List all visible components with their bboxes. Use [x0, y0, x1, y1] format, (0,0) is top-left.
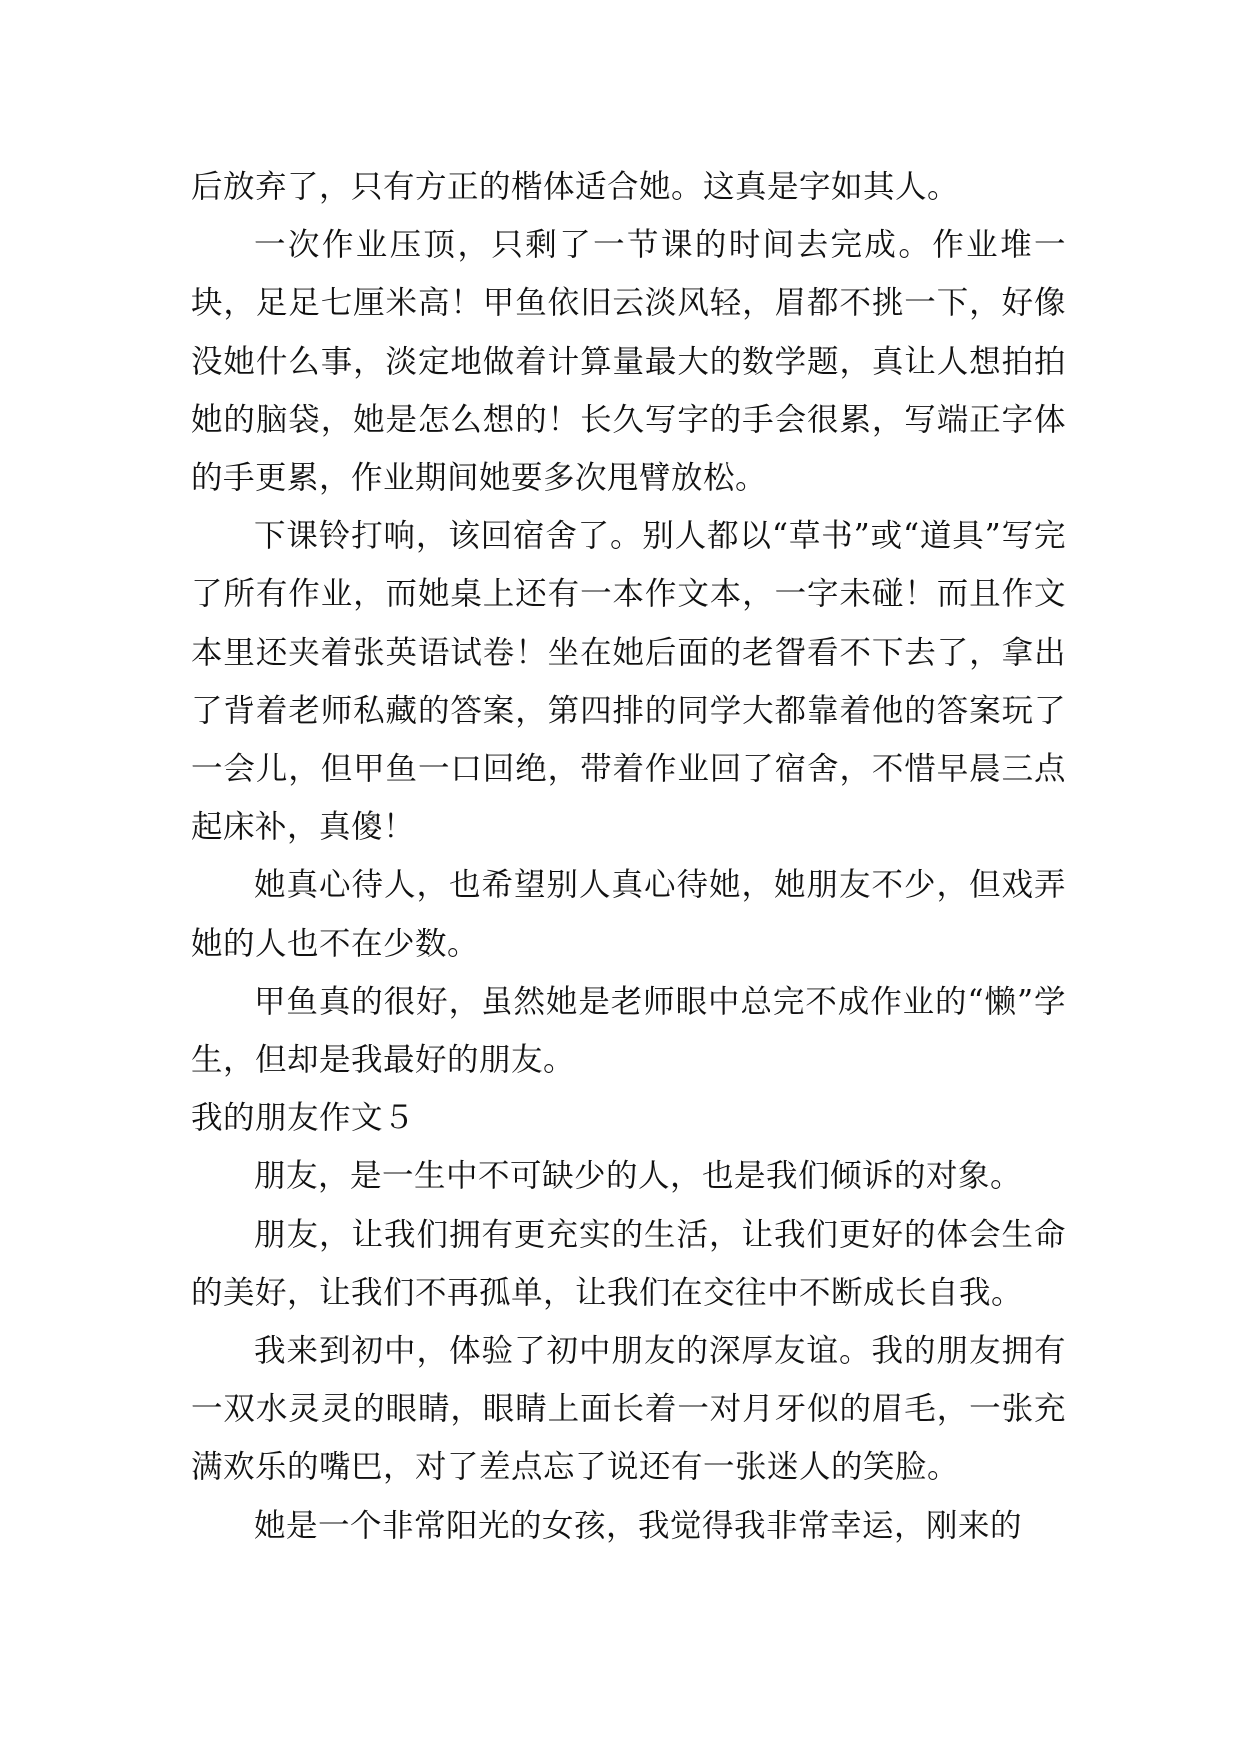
paragraph: 一次作业压顶，只剩了一节课的时间去完成。作业堆一块，足足七厘米高！甲鱼依旧云淡风轻，眉都不挑一下，好像没她什么事，淡定地做着计算量最大的数学题，真让人想拍拍她的脑袋，她是怎么想的！长久写字的手会很累，写端正字体的手更累，作业期间她要多次甩臂放松。: [191, 227, 1066, 497]
paragraph: 后放弃了，只有方正的楷体适合她。这真是字如其人。: [191, 169, 960, 205]
paragraph: 朋友，是一生中不可缺少的人，也是我们倾诉的对象。: [254, 1158, 1023, 1195]
paragraph: 朋友，让我们拥有更充实的生活，让我们更好的体会生命的美好，让我们不再孤单，让我们在交往中不断成长自我。: [191, 1216, 1066, 1311]
section-heading: 我的朋友作文５: [191, 1100, 416, 1137]
paragraph: 甲鱼真的很好，虽然她是老师眼中总完不成作业的“懒”学生，但却是我最好的朋友。: [191, 983, 1066, 1079]
paragraph: 下课铃打响，该回宿舍了。别人都以“草书”或“道具”写完了所有作业，而她桌上还有一本作文本，一字未碰！而且作文本里还夹着张英语试卷！坐在她后面的老眢看不下去了，拿出了背着老师私藏的答案，第四排的同学大都靠着他的答案玩了一会儿，但甲鱼一口回绝，带着作业回了宿舍，不惜早晨三点起床补，真傻！: [191, 518, 1066, 846]
paragraph: 我来到初中，体验了初中朋友的深厚友谊。我的朋友拥有一双水灵灵的眼睛，眼睛上面长着一对月牙似的眉毛，一张充满欢乐的嘴巴，对了差点忘了说还有一张迷人的笑脸。: [191, 1333, 1066, 1486]
paragraph: 她是一个非常阳光的女孩，我觉得我非常幸运，刚来的: [254, 1507, 1023, 1544]
paragraph: 她真心待人，也希望别人真心待她，她朋友不少，但戏弄她的人也不在少数。: [191, 867, 1066, 962]
document-body: [191, 158, 1066, 1555]
